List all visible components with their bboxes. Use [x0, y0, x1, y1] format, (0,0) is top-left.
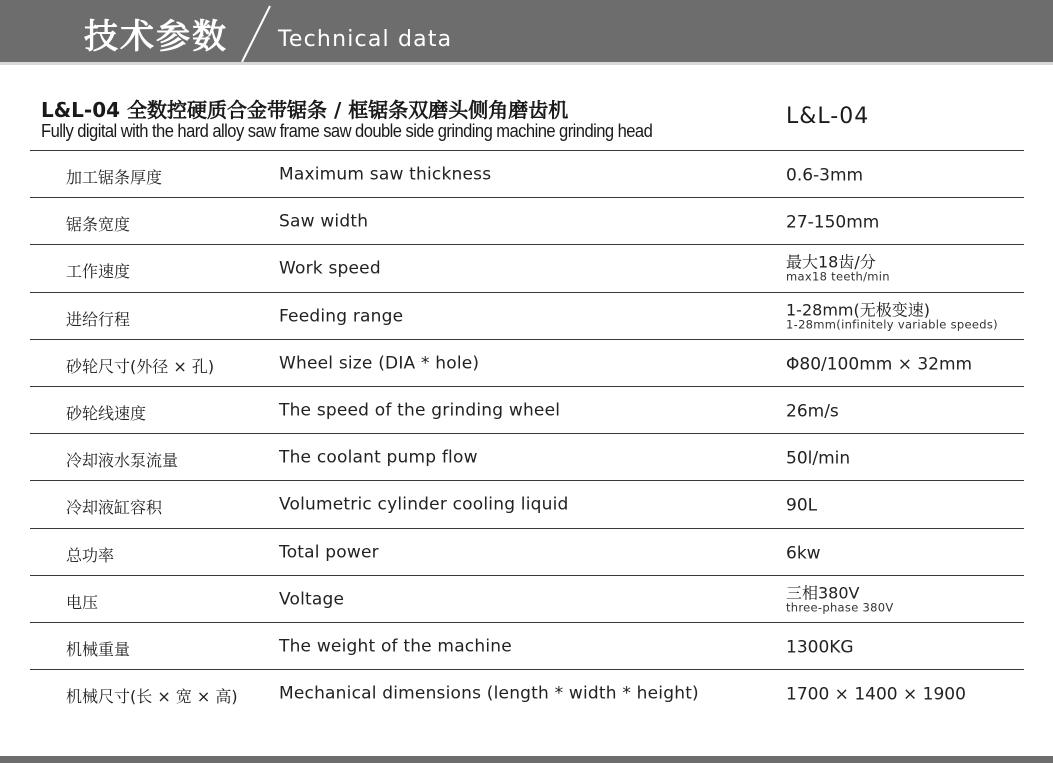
spec-name-cn: 工作速度 — [66, 262, 131, 282]
spec-name-cn: 加工锯条厚度 — [66, 167, 163, 187]
spec-row — [30, 480, 1024, 527]
spec-value-sub: three-phase 380V — [786, 600, 894, 615]
spec-name-cn: 冷却液水泵流量 — [66, 451, 179, 471]
spec-name-en: The weight of the machine — [279, 636, 512, 657]
spec-value — [786, 584, 894, 613]
section-header — [0, 0, 1053, 62]
spec-name-cn: 电压 — [66, 592, 99, 612]
spec-row — [30, 197, 1024, 244]
header-title-cn: 技术参数 — [84, 17, 228, 57]
spec-row — [30, 292, 1024, 339]
spec-value-sub: 1-28mm(infinitely variable speeds) — [786, 317, 998, 332]
spec-row — [30, 150, 1024, 197]
spec-name-cn: 进给行程 — [66, 309, 131, 329]
spec-row — [30, 339, 1024, 386]
spec-value: 1300KG — [786, 637, 854, 658]
spec-name-cn: 冷却液缸容积 — [66, 498, 163, 518]
spec-name-cn: 砂轮线速度 — [66, 403, 147, 423]
spec-value — [786, 254, 890, 283]
spec-row — [30, 575, 1024, 622]
spec-name-cn: 机械尺寸(长 × 宽 × 高) — [66, 686, 238, 706]
header-title-en: Technical data — [278, 27, 453, 52]
spec-name-en: The coolant pump flow — [279, 447, 478, 468]
spec-name-cn: 总功率 — [66, 545, 115, 565]
spec-name-cn: 锯条宽度 — [66, 215, 131, 235]
spec-name-en: Volumetric cylinder cooling liquid — [279, 494, 569, 515]
spec-value: 6kw — [786, 543, 821, 564]
product-title-en: Fully digital with the hard alloy saw frame saw double side grinding machine grinding head — [41, 121, 653, 141]
spec-name-cn: 机械重量 — [66, 639, 131, 659]
spec-value-main: 三相380V — [786, 583, 860, 603]
spec-value: Φ80/100mm × 32mm — [786, 354, 973, 375]
spec-value: 90L — [786, 496, 818, 517]
spec-name-en: Mechanical dimensions (length * width * height) — [279, 683, 699, 704]
spec-name-en: Work speed — [279, 258, 381, 279]
spec-value-main: 最大18齿/分 — [786, 252, 876, 272]
spec-row — [30, 622, 1024, 669]
spec-name-en: The speed of the grinding wheel — [279, 400, 561, 421]
product-model: L&L-04 — [786, 104, 870, 129]
spec-name-en: Wheel size (DIA * hole) — [279, 353, 480, 374]
spec-name-en: Saw width — [279, 211, 369, 232]
spec-value — [786, 301, 998, 330]
spec-value: 27-150mm — [786, 212, 880, 233]
slash-divider-icon — [236, 4, 276, 62]
spec-row — [30, 433, 1024, 480]
product-title-cn: L&L-04 全数控硬质合金带锯条 / 框锯条双磨头侧角磨齿机 — [41, 98, 569, 122]
spec-row — [30, 669, 1024, 716]
footer-bar — [0, 756, 1053, 763]
spec-row — [30, 244, 1024, 291]
spec-value: 50l/min — [786, 448, 851, 469]
spec-name-cn: 砂轮尺寸(外径 × 孔) — [66, 356, 215, 376]
spec-value-sub: max18 teeth/min — [786, 269, 890, 284]
spec-value: 1700 × 1400 × 1900 — [786, 684, 966, 705]
spec-row — [30, 528, 1024, 575]
spec-table — [30, 150, 1024, 716]
spec-name-en: Feeding range — [279, 306, 404, 327]
spec-name-en: Voltage — [279, 589, 345, 610]
spec-value: 26m/s — [786, 401, 839, 422]
spec-name-en: Total power — [279, 541, 379, 562]
spec-row — [30, 386, 1024, 433]
spec-name-en: Maximum saw thickness — [279, 164, 492, 185]
spec-value: 0.6-3mm — [786, 165, 864, 186]
spec-value-main: 1-28mm(无极变速) — [786, 300, 930, 320]
header-divider — [0, 62, 1053, 65]
